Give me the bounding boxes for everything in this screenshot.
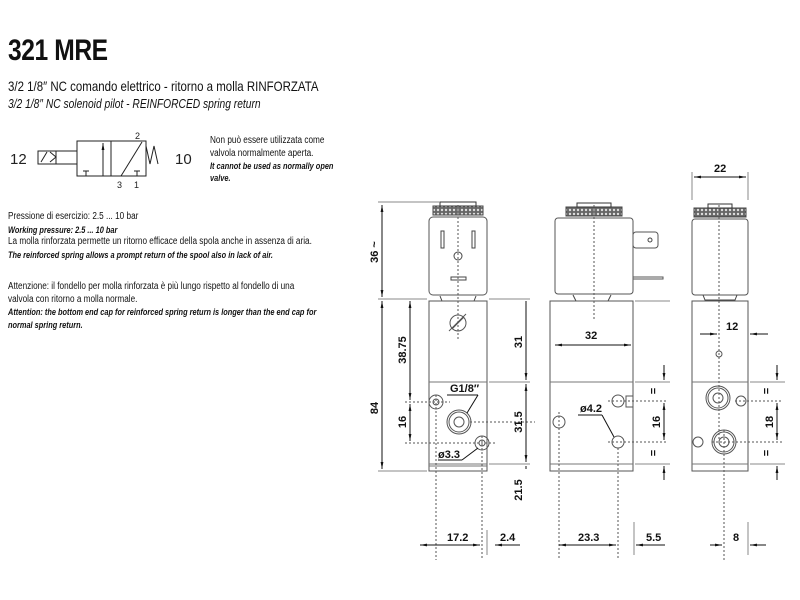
subtitle-italian: 3/2 1/8″ NC comando elettrico - ritorno a molla RINFORZATA [8, 78, 319, 94]
front-view [378, 202, 535, 560]
pressure-it: Pressione di esercizio: 2.5 ... 10 bar [8, 211, 139, 222]
svg-text:31.5: 31.5 [513, 411, 525, 433]
svg-text:32: 32 [585, 330, 598, 342]
svg-text:31: 31 [513, 335, 525, 349]
attention-en-line1: Attention: the bottom end cap for reinforced spring return is longer than the end cap for [8, 307, 317, 317]
svg-text:=: = [648, 449, 660, 457]
attention-en-line2: normal spring return. [8, 319, 83, 330]
model-title: 321 MRE [8, 34, 108, 67]
svg-text:16: 16 [397, 415, 409, 429]
svg-text:=: = [761, 387, 773, 395]
side-valve-body [550, 301, 633, 471]
note-it-line1: Non può essere utilizzata come [210, 135, 325, 146]
note-it-line2: valvola normalmente aperta. [210, 148, 314, 159]
svg-text:18: 18 [764, 415, 776, 429]
svg-text:5.5: 5.5 [646, 532, 662, 544]
attention-it-line1: Attenzione: il fondello per molla rinforzata è più lungo rispetto al fondello di una [8, 281, 295, 292]
port-10-label: 10 [175, 151, 192, 168]
svg-text:23.3: 23.3 [578, 532, 600, 544]
attention-it-line2: valvola con ritorno a molla normale. [8, 293, 138, 305]
valve-symbol [10, 131, 192, 190]
svg-text:38.75: 38.75 [397, 336, 409, 364]
svg-text:22: 22 [714, 163, 727, 175]
svg-text:2.4: 2.4 [500, 532, 516, 544]
svg-text:ø4.2: ø4.2 [580, 403, 603, 415]
svg-text:1: 1 [134, 180, 140, 190]
end-view [692, 172, 785, 560]
svg-text:12: 12 [726, 321, 739, 333]
svg-text:84: 84 [369, 401, 381, 415]
svg-text:8: 8 [733, 532, 740, 544]
subtitle-english: 3/2 1/8″ NC solenoid pilot - REINFORCED spring return [8, 97, 261, 111]
spring-en: The reinforced spring allows a prompt return of the spool also in lack of air. [8, 249, 273, 260]
side-view [550, 203, 670, 560]
pressure-en: Working pressure: 2.5 ... 10 bar [8, 224, 118, 235]
connector-tab [633, 232, 658, 248]
spring-it: La molla rinforzata permette un ritorno efficace della spola anche in assenza di aria. [8, 236, 312, 247]
spring-icon [146, 146, 158, 164]
svg-text:G1/8″: G1/8″ [450, 383, 480, 395]
svg-text:36 ~: 36 ~ [369, 241, 381, 263]
svg-text:=: = [648, 387, 660, 395]
note-en-line1: It cannot be used as normally open [210, 161, 334, 171]
port-12-label: 12 [10, 151, 27, 168]
svg-text:16: 16 [651, 415, 663, 429]
note-en-line2: valve. [210, 173, 231, 183]
svg-text:21.5: 21.5 [513, 479, 525, 501]
svg-text:=: = [761, 449, 773, 457]
coil-body [429, 217, 487, 295]
svg-text:3: 3 [117, 180, 123, 190]
svg-text:ø3.3: ø3.3 [438, 449, 461, 461]
svg-text:2: 2 [135, 131, 141, 141]
svg-text:17.2: 17.2 [447, 532, 469, 544]
